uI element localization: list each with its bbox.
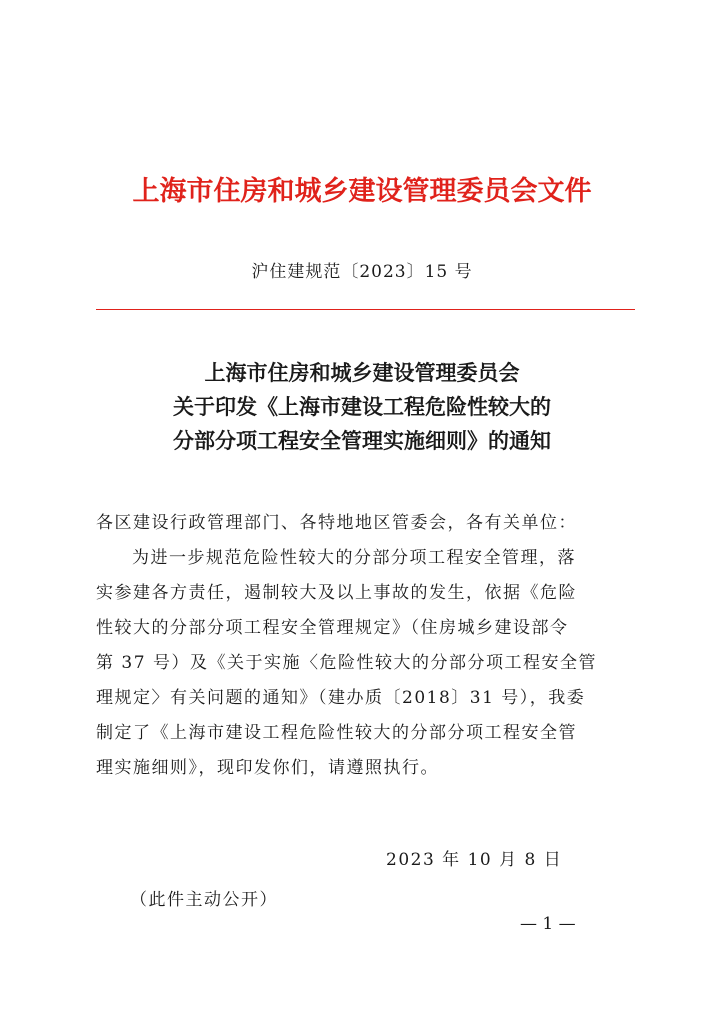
public-disclosure-note: （此件主动公开） — [130, 890, 278, 910]
paragraph-line-1: 为进一步规范危险性较大的分部分项工程安全管理，落 — [132, 548, 576, 568]
paragraph-line-5: 理规定〉有关问题的通知》（建办质〔2018〕31 号），我委 — [96, 688, 586, 708]
paragraph-line-3: 性较大的分部分项工程安全管理规定》（住房城乡建设部令 — [96, 618, 569, 638]
page-number: — 1 — — [520, 914, 576, 934]
notice-title-line-3: 分部分项工程安全管理实施细则》的通知 — [173, 428, 551, 453]
red-separator-line — [96, 309, 635, 310]
notice-title-line-1: 上海市住房和城乡建设管理委员会 — [204, 360, 520, 385]
paragraph-line-4: 第 37 号）及《关于实施〈危险性较大的分部分项工程安全管 — [96, 653, 597, 673]
notice-title-line-2: 关于印发《上海市建设工程危险性较大的 — [173, 394, 551, 419]
document-number: 沪住建规范〔2023〕15 号 — [251, 262, 473, 282]
issuing-authority-header: 上海市住房和城乡建设管理委员会文件 — [132, 176, 592, 207]
notice-body — [96, 506, 636, 786]
paragraph-line-6: 制定了《上海市建设工程危险性较大的分部分项工程安全管 — [96, 723, 577, 743]
issue-date: 2023 年 10 月 8 日 — [386, 850, 563, 870]
salutation: 各区建设行政管理部门、各特地地区管委会，各有关单位： — [96, 513, 577, 533]
notice-title — [0, 356, 724, 458]
paragraph-line-7: 理实施细则》，现印发你们，请遵照执行。 — [96, 758, 439, 778]
paragraph-line-2: 实参建各方责任，遏制较大及以上事故的发生，依据《危险 — [96, 583, 577, 603]
